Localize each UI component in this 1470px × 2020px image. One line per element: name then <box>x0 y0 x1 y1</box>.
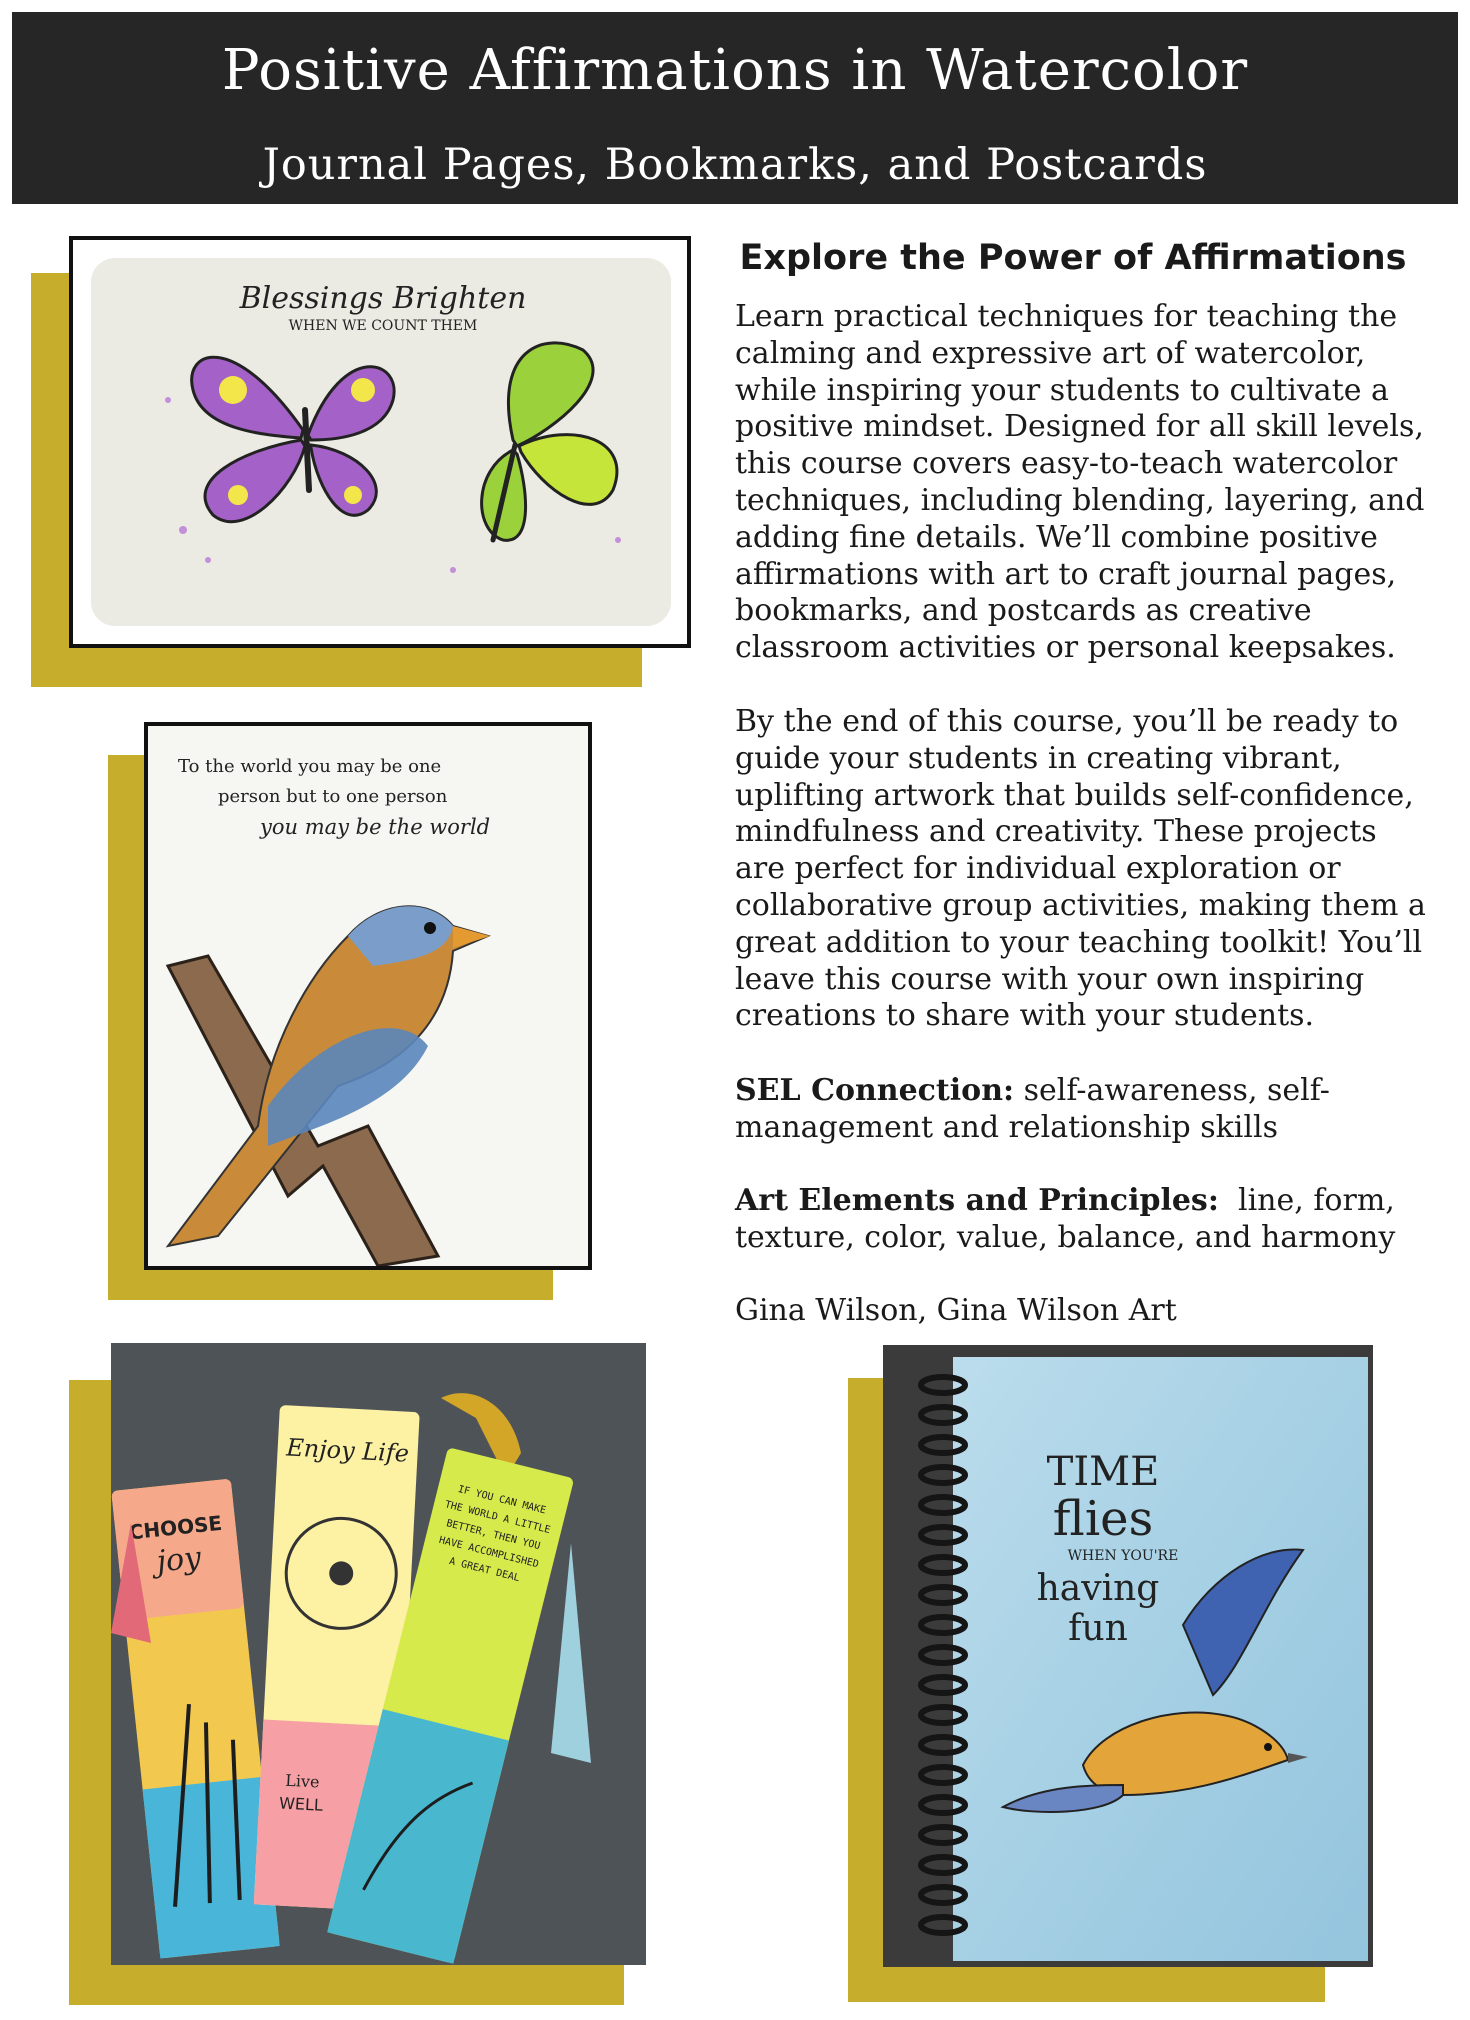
bookmarks-image <box>111 1343 646 1965</box>
postcard-line1: Blessings Brighten <box>239 281 527 316</box>
bird-card-line3: you may be the world <box>260 815 491 839</box>
header-banner <box>12 12 1458 204</box>
outcomes-paragraph: By the end of this course, you’ll be ready to guide your students in creating vibrant, uplifting artwork that builds self-confidence, mindfulness and creativity. These projects are perfect for individual exploration or collaborative group activities, making them a great addition to your teaching toolkit! You’ll leave this course with your own inspiring creations to share with your students. <box>735 704 1426 1034</box>
bird-card-image <box>144 722 592 1270</box>
butterfly-postcard-image <box>69 236 691 648</box>
bird-card-line1: To the world you may be one <box>178 756 442 777</box>
sel-label: SEL Connection: <box>735 1073 1015 1108</box>
journal-word4: having <box>1036 1568 1160 1609</box>
bird-card-line2: person but to one person <box>218 786 448 807</box>
bird-card-art <box>148 726 588 1266</box>
journal-word5: fun <box>1068 1608 1128 1649</box>
journal-word3: WHEN YOU'RE <box>1067 1548 1179 1564</box>
intro-paragraph: Learn practical techniques for teaching the calming and expressive art of watercolor, while inspiring your students to cultivate a positive mindset. Designed for all skill levels, this course covers easy-to-teach watercolor techniques, including blending, layering, and adding fine details. We’ll combine positive affirmations with art to craft journal pages, bookmarks, and postcards as creative classroom activities or personal keepsakes. <box>735 299 1425 666</box>
art-elements <box>735 1183 1435 1257</box>
journal-word1: TIME <box>1046 1449 1160 1495</box>
sel-text: self-awareness, self-management and relationship skills <box>735 1073 1330 1145</box>
bookmark3-quote: IF YOU CAN MAKE THE WORLD A LITTLE BETTER, THEN YOU HAVE ACCOMPLISHED A GREAT DEAL <box>437 1483 552 1585</box>
bookmark2-small2: WELL <box>278 1793 324 1815</box>
art-label: Art Elements and Principles: <box>735 1183 1219 1218</box>
author-credit: Gina Wilson, Gina Wilson Art <box>735 1293 1177 1328</box>
bookmarks-art <box>111 1343 646 1965</box>
bookmark1-line1: CHOOSE <box>127 1510 224 1545</box>
journal-art <box>883 1345 1373 1967</box>
bookmark1-line2: joy <box>154 1540 203 1580</box>
page-title: Positive Affirmations in Watercolor <box>221 38 1249 103</box>
journal-image <box>883 1345 1373 1967</box>
sel-connection <box>735 1073 1435 1147</box>
section-heading: Explore the Power of Affirmations <box>739 238 1407 278</box>
postcard-line2: WHEN WE COUNT THEM <box>288 318 478 334</box>
journal-word2: flies <box>1052 1491 1154 1547</box>
bookmark2-title: Enjoy Life <box>285 1433 410 1468</box>
art-text: line, form, texture, color, value, balance, and harmony <box>735 1183 1405 1255</box>
bookmark2-small1: Live <box>284 1770 321 1792</box>
butterfly-postcard-art <box>73 240 687 644</box>
page-subtitle: Journal Pages, Bookmarks, and Postcards <box>262 140 1208 190</box>
